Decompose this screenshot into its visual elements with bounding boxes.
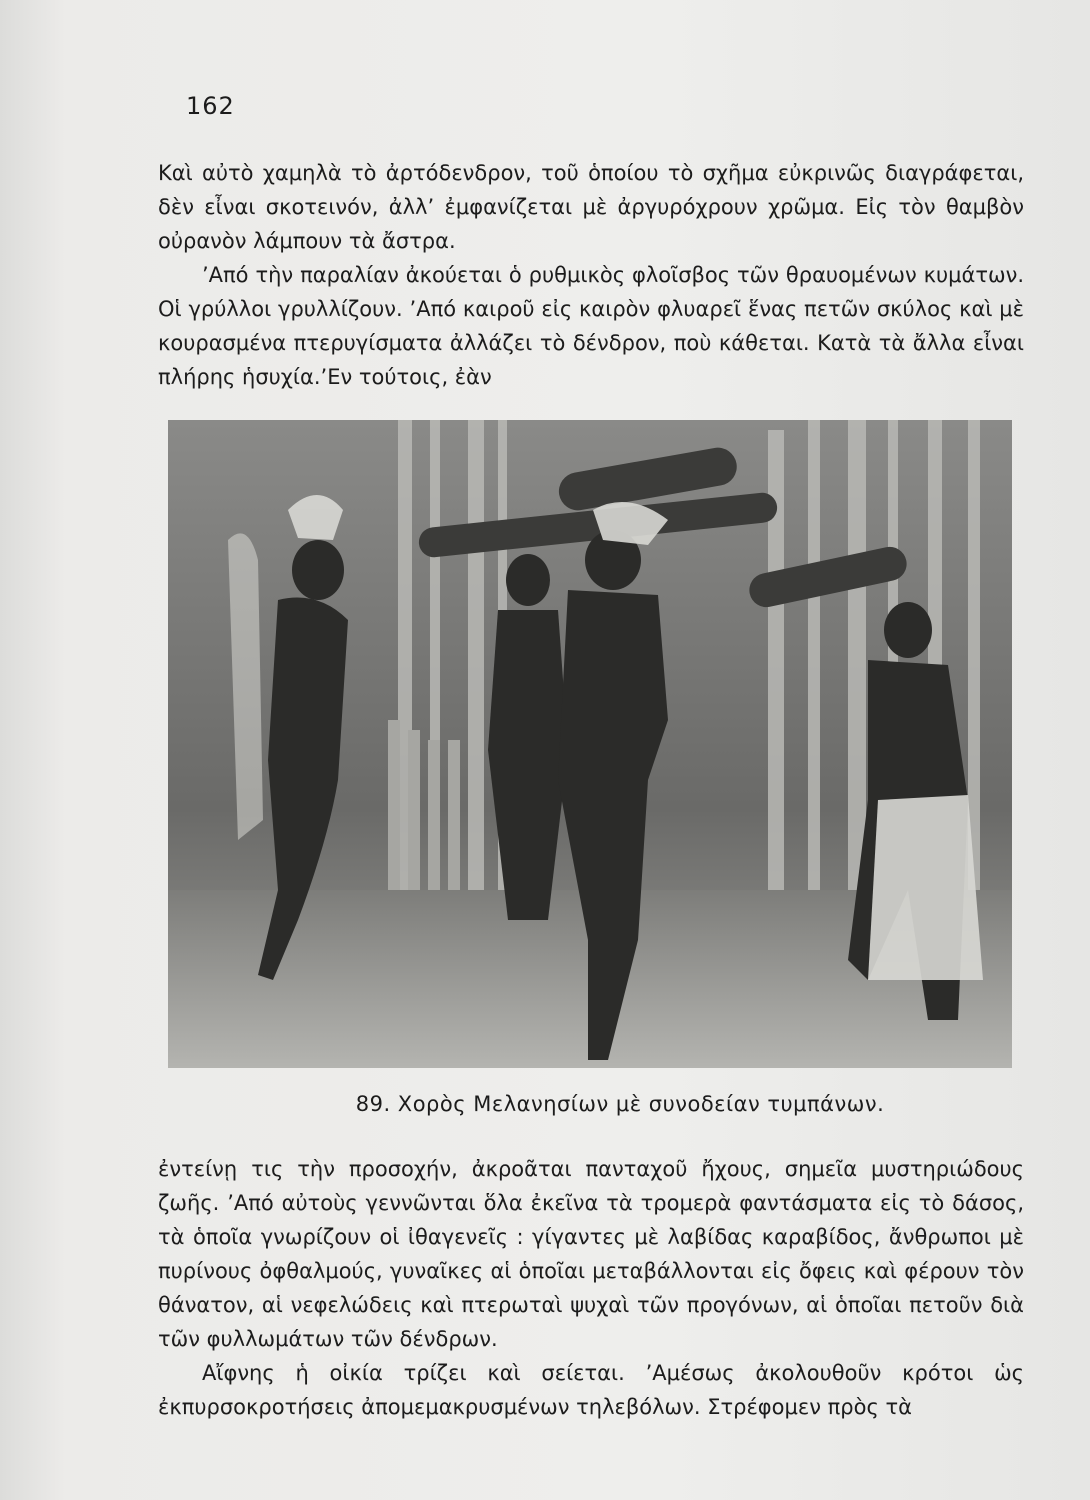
photo-illustration	[168, 420, 1012, 1068]
text-block-top	[158, 156, 1024, 394]
paragraph: Καὶ αὐτὸ χαμηλὰ τὸ ἀρτόδενδρον, τοῦ ὁποίου τὸ σχῆμα εὐκρινῶς διαγράφεται, δὲν εἶναι σκοτεινόν, ἀλλ’ ἐμφανίζεται μὲ ἀργυρόχρουν χρῶμα. Εἰς τὸν θαμβὸν οὐρανὸν λάμπουν τὰ ἄστρα.	[158, 161, 1024, 253]
text-block-bottom	[158, 1152, 1024, 1424]
paragraph: ’Από τὴν παραλίαν ἀκούεται ὁ ρυθμικὸς φλοῖσβος τῶν θραυομένων κυμάτων. Οἱ γρύλλοι γρυλλίζουν. ’Από καιροῦ εἰς καιρὸν φλυαρεῖ ἕνας πετῶν σκύλος καὶ μὲ κουρασμένα πτερυγίσματα ἀλλάζει τὸ δένδρον, ποὺ κάθεται. Κατὰ τὰ ἄλλα εἶναι πλήρης ἡσυχία.’Εν τούτοις, ἐὰν	[158, 263, 1024, 389]
figure-caption: 89. Χορὸς Μελανησίων μὲ συνοδείαν τυμπάνων.	[355, 1092, 885, 1116]
paragraph: Αἴφνης ἡ οἰκία τρίζει καὶ σείεται. ’Αμέσως ἀκολουθοῦν κρότοι ὡς ἐκπυρσοκροτήσεις ἀπομεμακρυσμένων τηλεβόλων. Στρέφομεν πρὸς τὰ	[158, 1361, 1024, 1419]
photograph-dance-scene	[168, 420, 1012, 1068]
paragraph: ἐντείνῃ τις τὴν προσοχήν, ἀκροᾶται πανταχοῦ ἤχους, σημεῖα μυστηριώδους ζωῆς. ’Από αὐτοὺς γεννῶνται ὅλα ἐκεῖνα τὰ τρομερὰ φαντάσματα εἰς τὸ δάσος, τὰ ὁποῖα γνωρίζουν οἱ ἰθαγενεῖς : γίγαντες μὲ λαβίδας καραβίδος, ἄνθρωποι μὲ πυρίνους ὀφθαλμούς, γυναῖκες αἱ ὁποῖαι μεταβάλλονται εἰς ὄφεις καὶ φέρουν τὸν θάνατον, αἱ νεφελώδεις καὶ πτερωταὶ ψυχαὶ τῶν προγόνων, αἱ ὁποῖαι πετοῦν διὰ τῶν φυλλωμάτων τῶν δένδρων.	[158, 1157, 1024, 1351]
page-number: 162	[186, 92, 235, 120]
